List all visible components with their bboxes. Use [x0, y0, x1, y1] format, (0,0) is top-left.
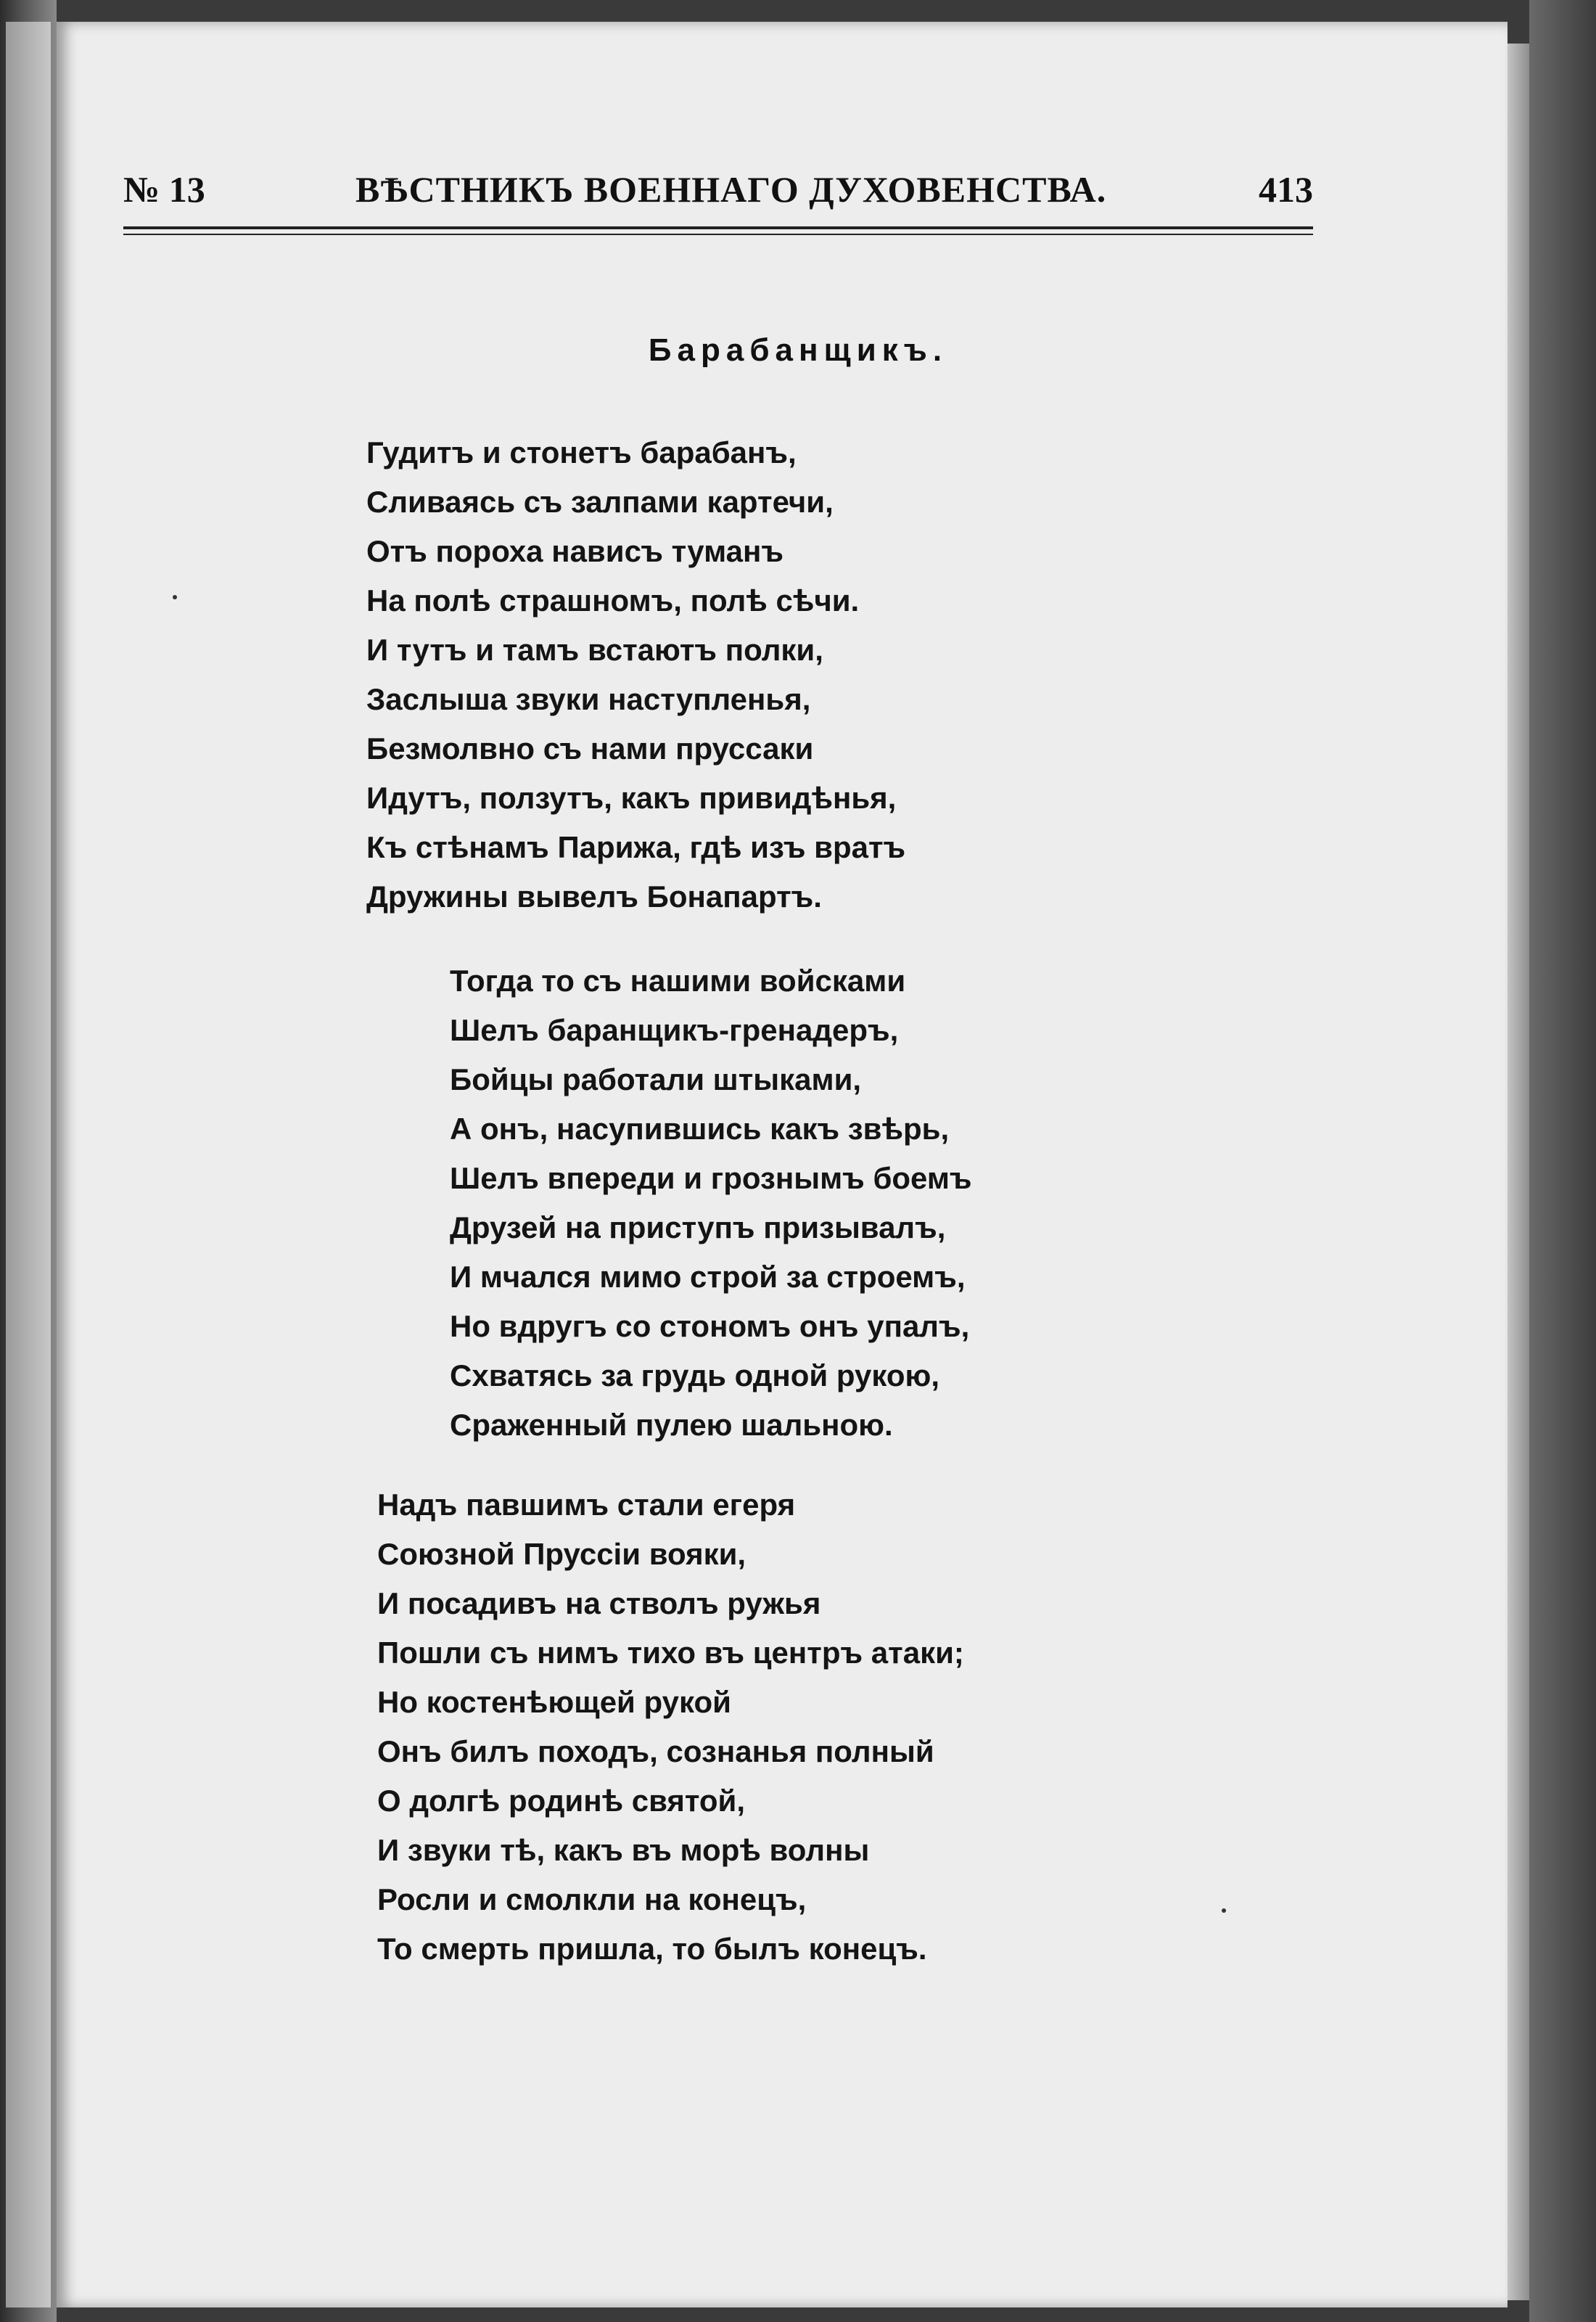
poem-line: Онъ билъ походъ, сознанья полный [377, 1734, 934, 1768]
ink-speck [1222, 1908, 1226, 1913]
poem-line: И звуки тѣ, какъ въ морѣ волны [377, 1833, 870, 1867]
page-stack-edge [1507, 44, 1529, 2300]
poem-line: Дружины вывелъ Бонапартъ. [366, 879, 822, 914]
poem-line: Шелъ баранщикъ-гренадеръ, [450, 1013, 899, 1047]
issue-number: № 13 [123, 169, 205, 210]
poem-line: А онъ, насупившись какъ звѣрь, [450, 1112, 950, 1146]
poem-title: Барабанщикъ. [648, 332, 948, 368]
poem-line: И мчался мимо строй за строемъ, [450, 1260, 966, 1294]
poem-line: Шелъ впереди и грознымъ боемъ [450, 1161, 972, 1195]
poem-line: О долгѣ родинѣ святой, [377, 1784, 746, 1818]
stanza-3 [377, 1480, 964, 1974]
ink-speck [173, 595, 177, 599]
poem-line: Но вдругъ со стономъ онъ упалъ, [450, 1309, 970, 1343]
poem-line: Сливаясь съ залпами картечи, [366, 485, 834, 519]
poem-line: Идутъ, ползутъ, какъ привидѣнья, [366, 781, 897, 815]
poem-line: Надъ павшимъ стали егеря [377, 1488, 796, 1522]
poem-line: Безмолвно съ нами пруссаки [366, 731, 814, 766]
poem-line: Сраженный пулею шальною. [450, 1408, 893, 1442]
poem-line: На полѣ страшномъ, полѣ сѣчи. [366, 583, 860, 618]
stanza-2 [450, 956, 972, 1450]
header-rule-thick [123, 226, 1313, 229]
poem-line: Схватясь за грудь одной рукою, [450, 1358, 940, 1392]
poem-line: Росли и смолкли на конецъ, [377, 1882, 807, 1916]
poem-line: Но костенѣющей рукой [377, 1685, 731, 1719]
poem-line: Отъ пороха нависъ туманъ [366, 534, 783, 568]
running-header [123, 168, 1313, 219]
poem-line: Бойцы работали штыками, [450, 1062, 862, 1096]
poem-line: Друзей на приступъ призывалъ, [450, 1210, 946, 1244]
journal-title: ВѢСТНИКЪ ВОЕННАГО ДУХОВЕНСТВА. [355, 169, 1107, 210]
poem-line: И тутъ и тамъ встаютъ полки, [366, 633, 823, 667]
poem-line: Пошли съ нимъ тихо въ центръ атаки; [377, 1636, 964, 1670]
header-rule-thin [123, 234, 1313, 235]
page-number: 413 [1259, 169, 1313, 210]
poem-line: Заслыша звуки наступленья, [366, 682, 811, 716]
poem-line: Къ стѣнамъ Парижа, гдѣ изъ вратъ [366, 830, 906, 864]
poem-line: Союзной Пруссіи вояки, [377, 1537, 746, 1571]
poem-line: Тогда то съ нашими войсками [450, 964, 906, 998]
poem-line: Гудитъ и стонетъ барабанъ, [366, 435, 797, 469]
stanza-1 [366, 428, 905, 922]
poem-line: То смерть пришла, то былъ конецъ. [377, 1932, 927, 1966]
poem-line: И посадивъ на стволъ ружья [377, 1586, 821, 1620]
